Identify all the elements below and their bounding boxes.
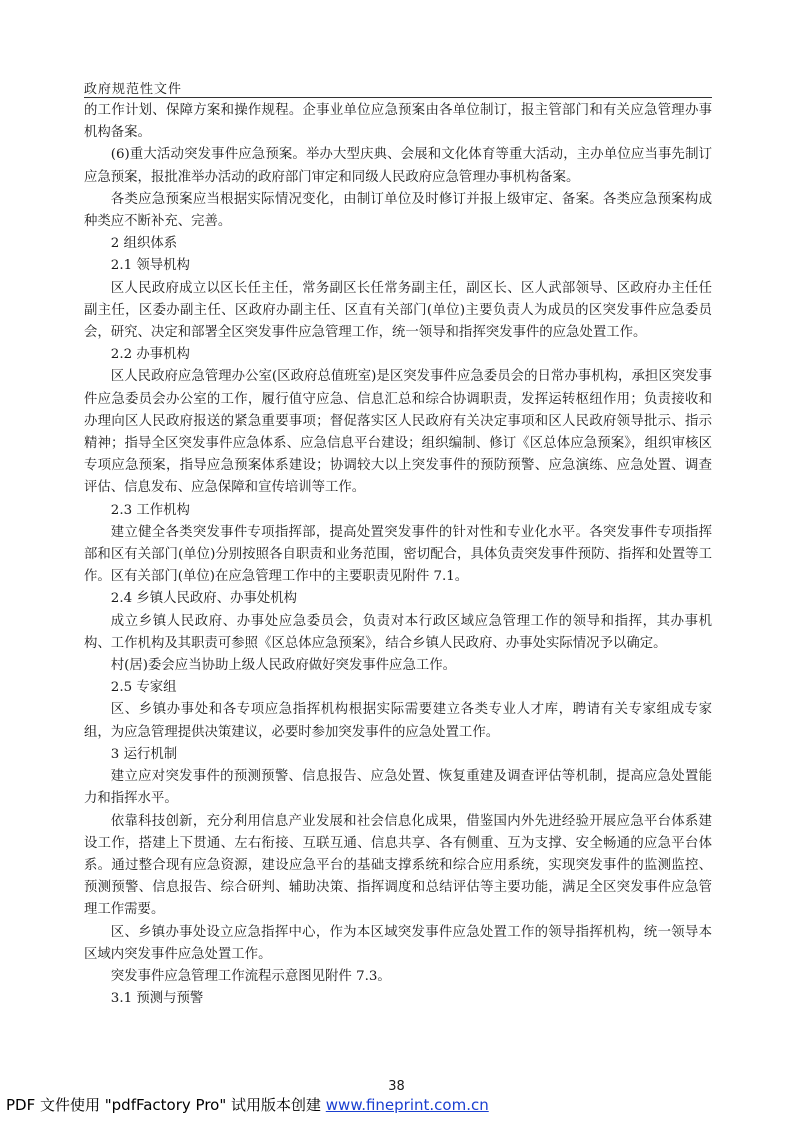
page-number: 38 [388, 1079, 405, 1094]
paragraph: 的工作计划、保障方案和操作规程。企事业单位应急预案由各单位制订，报主管部门和有关应急管理办事机构备案。 [84, 103, 712, 141]
paragraph: 2.1 领导机构 [110, 258, 190, 274]
pdf-watermark-footer [6, 1094, 489, 1115]
paragraph: 依靠科技创新，充分利用信息产业发展和社会信息化成果，借鉴国内外先进经验开展应急平台体系建设工作，搭建上下贯通、左右衔接、互联互通、信息共享、各有侧重、互为支撑、安全畅通的应急平台体系。通过整合现有应急资源，建设应急平台的基础支撑系统和综合应用系统，实现突发事件的监测监控、预测预警、信息报告、综合研判、辅助决策、指挥调度和总结评估等主要功能，满足全区突发事件应急管理工作需要。 [84, 813, 712, 918]
paragraph: 2.4 乡镇人民政府、办事处机构 [110, 591, 298, 607]
paragraph: 2 组织体系 [110, 236, 178, 252]
paragraph: 3 运行机制 [110, 746, 178, 762]
footer-link[interactable]: www.fineprint.com.cn [325, 1096, 489, 1114]
paragraph: 区、乡镇办事处设立应急指挥中心，作为本区域突发事件应急处置工作的领导指挥机构，统一领导本区域内突发事件应急处置工作。 [84, 924, 712, 962]
paragraph: 区人民政府成立以区长任主任，常务副区长任常务副主任，副区长、区人武部领导、区政府办主任任副主任，区委办副主任、区政府办副主任、区直有关部门(单位)主要负责人为成员的区突发事件应急委员会，研究、决定和部署全区突发事件应急管理工作，统一领导和指挥突发事件的应急处置工作。 [84, 280, 712, 341]
paragraph: 区人民政府应急管理办公室(区政府总值班室)是区突发事件应急委员会的日常办事机构，承担区突发事件应急委员会办公室的工作，履行值守应急、信息汇总和综合协调职责，发挥运转枢纽作用；负责接收和办理向区人民政府报送的紧急重要事项；督促落实区人民政府有关决定事项和区人民政府领导批示、指示精神；指导全区突发事件应急体系、应急信息平台建设；组织编制、修订《区总体应急预案》，组织审核区专项应急预案，指导应急预案体系建设；协调较大以上突发事件的预防预警、应急演练、应急处置、调查评估、信息发布、应急保障和宣传培训等工作。 [84, 369, 712, 496]
paragraph: (6)重大活动突发事件应急预案。举办大型庆典、会展和文化体育等重大活动，主办单位应当事先制订应急预案，报批准举办活动的政府部门审定和同级人民政府应急管理办事机构备案。 [84, 147, 712, 185]
paragraph: 区、乡镇办事处和各专项应急指挥机构根据实际需要建立各类专业人才库，聘请有关专家组成专家组，为应急管理提供决策建议，必要时参加突发事件的应急处置工作。 [84, 702, 712, 740]
document-body [84, 100, 712, 1010]
paragraph: 建立健全各类突发事件专项指挥部，提高处置突发事件的针对性和专业化水平。各突发事件专项指挥部和区有关部门(单位)分别按照各自职责和业务范围，密切配合，具体负责突发事件预防、指挥和处置等工作。区有关部门(单位)在应急管理工作中的主要职责见附件 7.1。 [84, 524, 712, 585]
paragraph: 突发事件应急管理工作流程示意图见附件 7.3。 [110, 968, 391, 984]
paragraph: 2.2 办事机构 [110, 347, 190, 363]
paragraph: 3.1 预测与预警 [110, 991, 204, 1007]
paragraph: 成立乡镇人民政府、办事处应急委员会，负责对本行政区域应急管理工作的领导和指挥，其办事机构、工作机构及其职责可参照《区总体应急预案》，结合乡镇人民政府、办事处实际情况予以确定。 [84, 613, 712, 651]
paragraph: 建立应对突发事件的预测预警、信息报告、应急处置、恢复重建及调查评估等机制，提高应急处置能力和指挥水平。 [84, 769, 712, 807]
paragraph: 2.5 专家组 [110, 680, 177, 696]
paragraph: 各类应急预案应当根据实际情况变化，由制订单位及时修订并报上级审定、备案。各类应急预案构成种类应不断补充、完善。 [84, 191, 712, 230]
paragraph: 村(居)委会应当协助上级人民政府做好突发事件应急工作。 [110, 658, 457, 674]
footer-text: PDF 文件使用 "pdfFactory Pro" 试用版本创建 [6, 1096, 326, 1114]
running-header: 政府规范性文件 [84, 82, 183, 97]
paragraph: 2.3 工作机构 [110, 502, 190, 518]
header-rule [84, 97, 712, 98]
